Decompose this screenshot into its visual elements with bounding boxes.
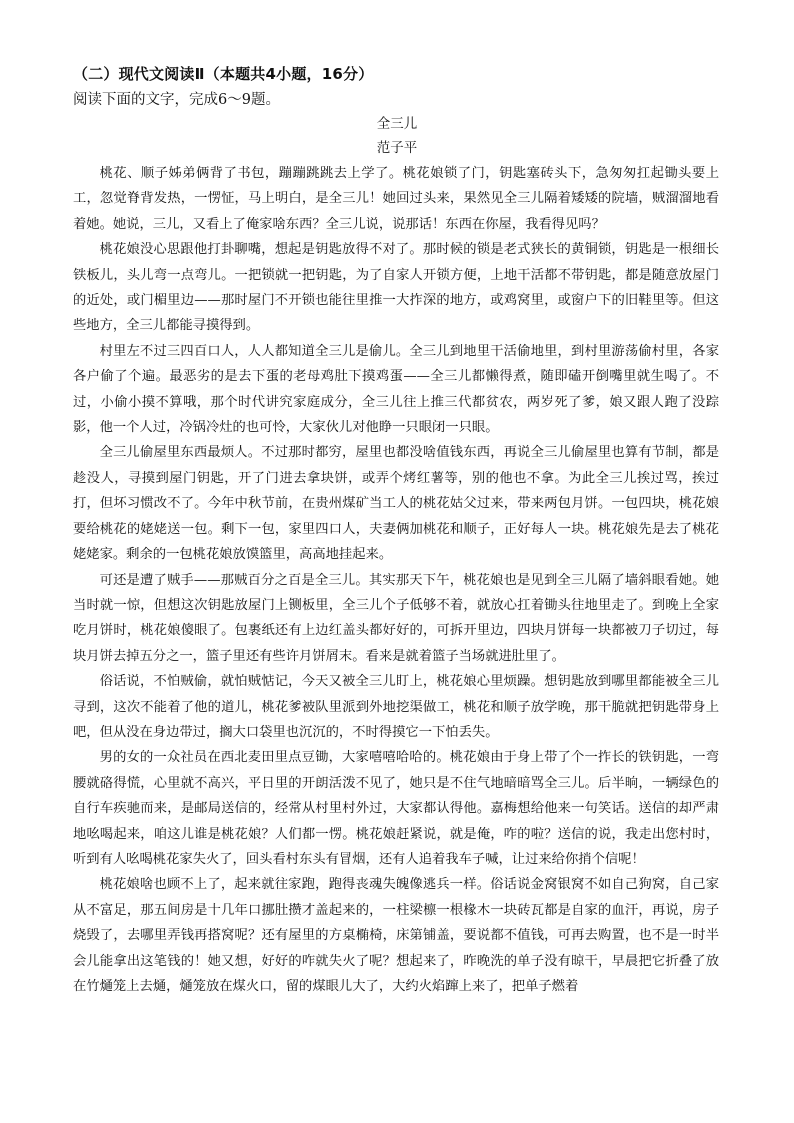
story-body (73, 161, 719, 999)
paragraph-6: 俗话说，不怕贼偷，就怕贼惦记，今天又被全三儿盯上，桃花娘心里烦躁。想钥匙放到哪里都能被全三儿寻到，这次不能着了他的道儿，桃花爹被队里派到外地挖渠做工，桃花和顺子放学晚，那干脆就把钥匙带身上吧，但从没在身边带过，搁大口袋里也沉沉的，不时得摸它一下怕丢失。 (73, 674, 719, 740)
story-title: 全三儿 (376, 116, 418, 132)
paragraph-7: 男的女的一众社员在西北麦田里点豆锄，大家嘻嘻哈哈的。桃花娘由于身上带了个一拃长的铁钥匙，一弯腰就硌得慌，心里就不高兴，平日里的开朗活泼不见了，她只是不住气地暗暗骂全三儿。后半晌，一辆绿色的自行车疾驰而来，是邮局送信的，经常从村里村外过，大家都认得他。嘉梅想给他来一句笑话。送信的却严肃地吆喝起来，咱这儿谁是桃花娘？人们都一愣。桃花娘赶紧说，就是俺，咋的啦？送信的说，我走出您村时，听到有人吆喝桃花家失火了，回头看村东头有冒烟，还有人追着我车子喊，让过来给你捎个信呢！ (73, 750, 719, 867)
paragraph-1: 桃花、顺子姊弟俩背了书包，蹦蹦跳跳去上学了。桃花娘锁了门，钥匙塞砖头下，急匆匆扛起锄头要上工，忽觉脊背发热，一愣怔，马上明白，是全三儿！她回过头来，果然见全三儿隔着矮矮的院墙，贼溜溜地看着她。她说，三儿，又看上了俺家啥东西？全三儿说，说那话！东西在你屋，我看得见吗？ (73, 166, 719, 232)
section-title: （二）现代文阅读Ⅱ（本题共4小题，16分） (73, 65, 374, 83)
paragraph-8: 桃花娘啥也顾不上了，起来就往家跑，跑得丧魂失魄像逃兵一样。俗话说金窝银窝不如自己狗窝，自己家从不富足，那五间房是十几年口挪肚攒才盖起来的，一柱梁檩一根椽木一块砖瓦都是自家的血汗，再说，房子烧毁了，去哪里弄钱再搭窝呢？还有屋里的方桌椭椅，床第铺盖，要说都不值钱，可再去购置，也不是一时半会儿能拿出这笔钱的！她又想，好好的咋就失火了呢？想起来了，昨晚洗的单子没有晾干，早晨把它折叠了放在竹熥笼上去熥，熥笼放在煤火口，留的煤眼儿大了，大约火焰蹿上来了，把单子燃着 (73, 877, 719, 994)
paragraph-3: 村里左不过三四百口人，人人都知道全三儿是偷儿。全三儿到地里干活偷地里，到村里游荡偷村里，各家各户偷了个遍。最恶劣的是去下蛋的老母鸡肚下摸鸡蛋——全三儿都懒得煮，随即磕开倒嘴里就生喝了。不过，小偷小摸不算哦，那个时代讲究家庭成分，全三儿往上推三代都贫农，两岁死了爹，娘又跟人跑了没踪影，他一个人过，冷锅冷灶的也可怜，大家伙儿对他睁一只眼闭一只眼。 (73, 343, 719, 436)
paragraph-4: 全三儿偷屋里东西最烦人。不过那时都穷，屋里也都没啥值钱东西，再说全三儿偷屋里也算有节制，都是趁没人，寻摸到屋门钥匙，开了门进去拿块饼，或弄个烤红薯等，别的他也不拿。为此全三儿挨过骂，挨过打，但坏习惯改不了。今年中秋节前，在贵州煤矿当工人的桃花姑父过来，带来两包月饼。一包四块，桃花娘要给桃花的姥姥送一包。剩下一包，家里四口人，夫妻俩加桃花和顺子，正好每人一块。桃花娘先是去了桃花姥姥家。剩余的一包桃花娘放馍篮里，高高地挂起来。 (73, 445, 719, 563)
reading-instruction: 阅读下面的文字，完成6～9题。 (73, 92, 280, 108)
paragraph-2: 桃花娘没心思跟他打卦聊嘴，想起是钥匙放得不对了。那时候的锁是老式狭长的黄铜锁，钥匙是一根细长铁板儿，头儿弯一点弯儿。一把锁就一把钥匙，为了自家人开锁方便，上地干活都不带钥匙，都是随意放屋门的近处，或门楣里边——那时屋门不开锁也能往里推一大拃深的地方，或鸡窝里，或窗户下的旧鞋里等。但这些地方，全三儿都能寻摸得到。 (73, 242, 719, 334)
paragraph-5: 可还是遭了贼手——那贼百分之百是全三儿。其实那天下午，桃花娘也是见到全三儿隔了墙斜眼看她。她当时就一惊，但想这次钥匙放屋门上铡板里，全三儿个子低够不着，就放心扛着锄头往地里走了。到晚上全家吃月饼时，桃花娘傻眼了。包裹纸还有上边红盖头都好好的，可拆开里边，四块月饼每一块都被刀子切过，每块月饼去掉五分之一，篮子里还有些许月饼屑末。看来是就着篮子当场就进肚里了。 (73, 572, 719, 664)
story-author: 范子平 (376, 140, 418, 156)
